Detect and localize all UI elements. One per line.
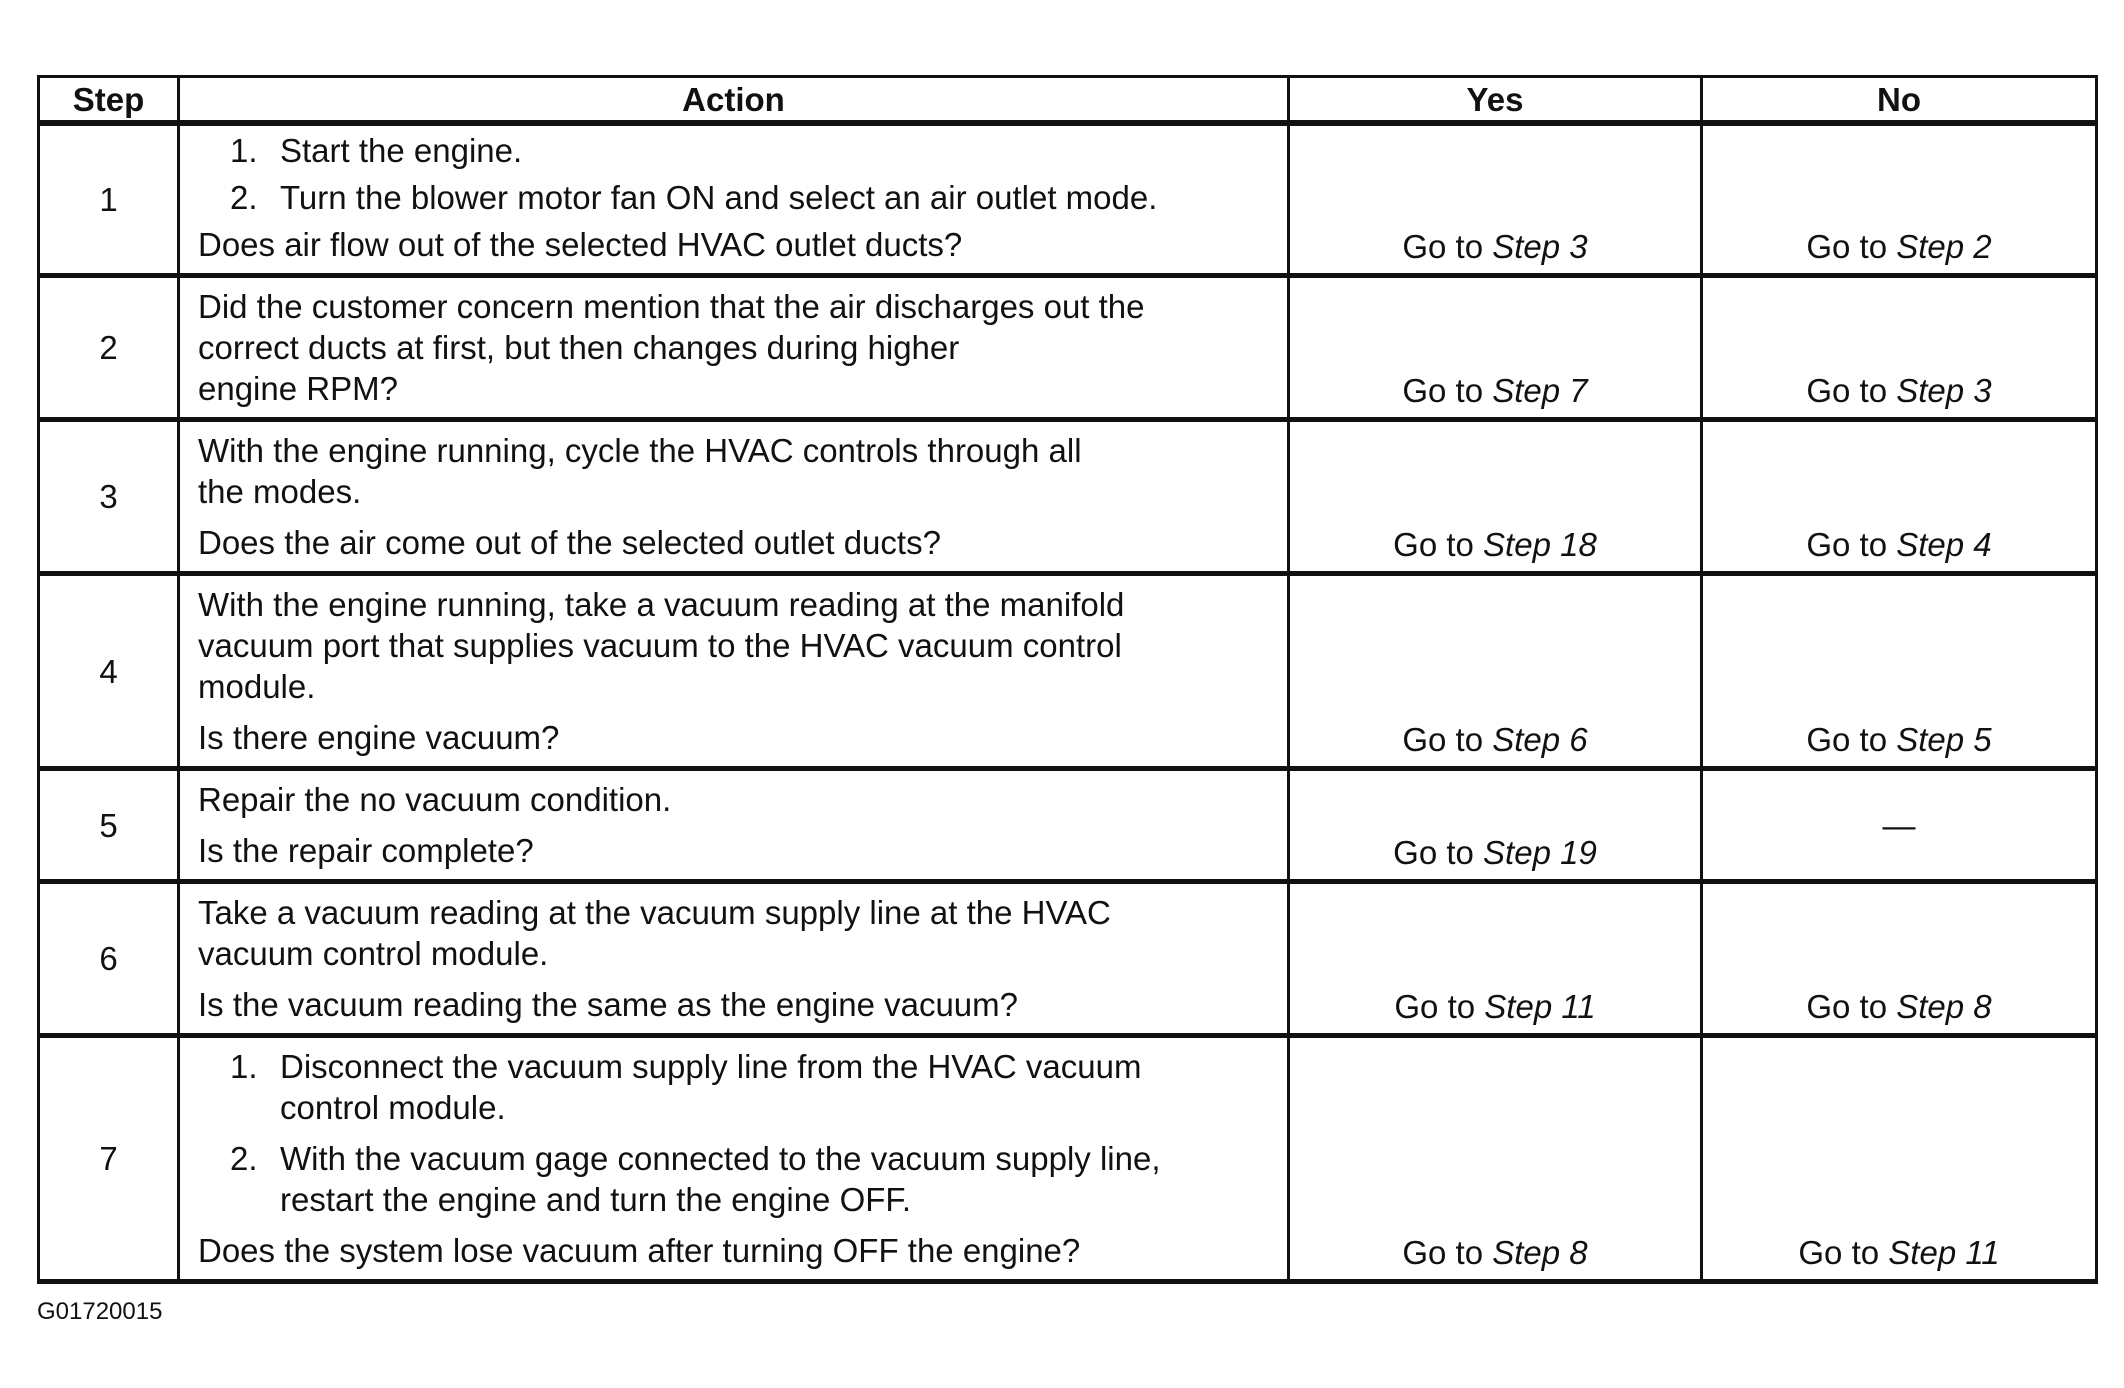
no-cell xyxy=(1702,420,2097,574)
action-line: Take a vacuum reading at the vacuum supply line at the HVAC xyxy=(198,894,1111,931)
goto-prefix: Go to xyxy=(1393,834,1474,871)
goto-prefix: Go to xyxy=(1806,988,1888,1025)
question-text: Is the repair complete? xyxy=(198,832,534,869)
header-row xyxy=(39,77,2097,124)
goto-prefix: Go to xyxy=(1402,1234,1484,1271)
step-word: Step xyxy=(1492,228,1561,265)
table-row xyxy=(39,276,2097,420)
step-word: Step xyxy=(1492,1234,1561,1271)
action-cell xyxy=(179,123,1289,276)
yes-step: 11 xyxy=(1561,988,1596,1025)
action-cell xyxy=(179,420,1289,574)
action-line: module. xyxy=(198,668,316,705)
step-word: Step xyxy=(1492,721,1561,758)
question-text: Does the system lose vacuum after turning OFF the engine? xyxy=(198,1232,1081,1269)
goto-prefix: Go to xyxy=(1402,372,1484,409)
table-row xyxy=(39,769,2097,882)
yes-cell xyxy=(1289,882,1702,1036)
yes-cell xyxy=(1289,1036,1702,1282)
header-action: Action xyxy=(179,77,1289,124)
yes-step: 18 xyxy=(1560,526,1597,563)
yes-step: 7 xyxy=(1569,372,1588,409)
step-word: Step xyxy=(1896,526,1965,563)
action-line: With the engine running, take a vacuum reading at the manifold xyxy=(198,586,1125,623)
no-step: 8 xyxy=(1973,988,1992,1025)
yes-step: 3 xyxy=(1569,228,1588,265)
goto-prefix: Go to xyxy=(1394,988,1476,1025)
question-text: Does air flow out of the selected HVAC outlet ducts? xyxy=(198,226,963,263)
action-line: vacuum port that supplies vacuum to the HVAC vacuum control xyxy=(198,627,1122,664)
list-item xyxy=(198,130,1269,171)
yes-cell xyxy=(1289,574,1702,769)
list-item xyxy=(198,177,1269,218)
question-text: Does the air come out of the selected outlet ducts? xyxy=(198,524,941,561)
no-cell-dash: — xyxy=(1702,769,2097,882)
list-number: 1. xyxy=(230,1048,258,1085)
no-cell xyxy=(1702,123,2097,276)
yes-step: 19 xyxy=(1560,834,1597,871)
yes-cell xyxy=(1289,123,1702,276)
goto-prefix: Go to xyxy=(1402,721,1484,758)
step-number: 5 xyxy=(39,769,179,882)
list-number: 2. xyxy=(230,1140,258,1177)
step-word: Step xyxy=(1888,1234,1957,1271)
step-word: Step xyxy=(1896,372,1965,409)
yes-step: 8 xyxy=(1569,1234,1588,1271)
action-cell xyxy=(179,769,1289,882)
goto-prefix: Go to xyxy=(1806,372,1888,409)
action-line: Repair the no vacuum condition. xyxy=(198,781,672,818)
no-step: 4 xyxy=(1973,526,1992,563)
question-text: Is there engine vacuum? xyxy=(198,719,560,756)
goto-prefix: Go to xyxy=(1798,1234,1880,1271)
step-number: 6 xyxy=(39,882,179,1036)
action-line: vacuum control module. xyxy=(198,935,549,972)
step-number: 2 xyxy=(39,276,179,420)
step-word: Step xyxy=(1484,988,1553,1025)
goto-prefix: Go to xyxy=(1806,721,1888,758)
goto-prefix: Go to xyxy=(1402,228,1484,265)
no-step: 5 xyxy=(1973,721,1992,758)
step-number: 3 xyxy=(39,420,179,574)
step-number: 7 xyxy=(39,1036,179,1282)
list-text: restart the engine and turn the engine OFF. xyxy=(280,1181,912,1218)
table-row xyxy=(39,574,2097,769)
action-line: With the engine running, cycle the HVAC controls through all xyxy=(198,432,1082,469)
action-line: engine RPM? xyxy=(198,370,398,407)
action-line: correct ducts at first, but then changes during higher xyxy=(198,329,960,366)
goto-prefix: Go to xyxy=(1393,526,1474,563)
yes-cell xyxy=(1289,769,1702,882)
step-word: Step xyxy=(1483,834,1551,871)
table-row xyxy=(39,123,2097,276)
step-word: Step xyxy=(1483,526,1551,563)
step-word: Step xyxy=(1492,372,1561,409)
step-word: Step xyxy=(1896,228,1965,265)
no-step: 2 xyxy=(1973,228,1992,265)
action-line: the modes. xyxy=(198,473,362,510)
step-number: 1 xyxy=(39,123,179,276)
list-number: 2. xyxy=(230,179,258,216)
action-cell xyxy=(179,1036,1289,1282)
list-text: Start the engine. xyxy=(280,132,523,169)
yes-cell xyxy=(1289,276,1702,420)
goto-prefix: Go to xyxy=(1806,228,1888,265)
list-item xyxy=(198,1046,1269,1128)
figure-id: G01720015 xyxy=(37,1298,163,1325)
diagnostic-table xyxy=(37,75,2098,1284)
action-cell xyxy=(179,574,1289,769)
list-text: Turn the blower motor fan ON and select an air outlet mode. xyxy=(280,179,1158,216)
question-text: Is the vacuum reading the same as the engine vacuum? xyxy=(198,986,1018,1023)
no-cell xyxy=(1702,276,2097,420)
list-text: Disconnect the vacuum supply line from the HVAC vacuum xyxy=(280,1048,1142,1085)
list-text: With the vacuum gage connected to the vacuum supply line, xyxy=(280,1140,1161,1177)
action-cell xyxy=(179,882,1289,1036)
header-yes: Yes xyxy=(1289,77,1702,124)
table-row xyxy=(39,420,2097,574)
step-number: 4 xyxy=(39,574,179,769)
action-line: Did the customer concern mention that the air discharges out the xyxy=(198,288,1145,325)
yes-step: 6 xyxy=(1569,721,1588,758)
no-cell xyxy=(1702,1036,2097,1282)
goto-prefix: Go to xyxy=(1806,526,1888,563)
no-cell xyxy=(1702,882,2097,1036)
yes-cell xyxy=(1289,420,1702,574)
no-cell xyxy=(1702,574,2097,769)
table-row xyxy=(39,1036,2097,1282)
no-step: 11 xyxy=(1965,1234,2000,1271)
header-step: Step xyxy=(39,77,179,124)
action-cell xyxy=(179,276,1289,420)
list-number: 1. xyxy=(230,132,258,169)
step-word: Step xyxy=(1896,721,1965,758)
list-text: control module. xyxy=(280,1089,506,1126)
step-word: Step xyxy=(1896,988,1965,1025)
table-row xyxy=(39,882,2097,1036)
list-item xyxy=(198,1138,1269,1220)
header-no: No xyxy=(1702,77,2097,124)
no-step: 3 xyxy=(1973,372,1992,409)
